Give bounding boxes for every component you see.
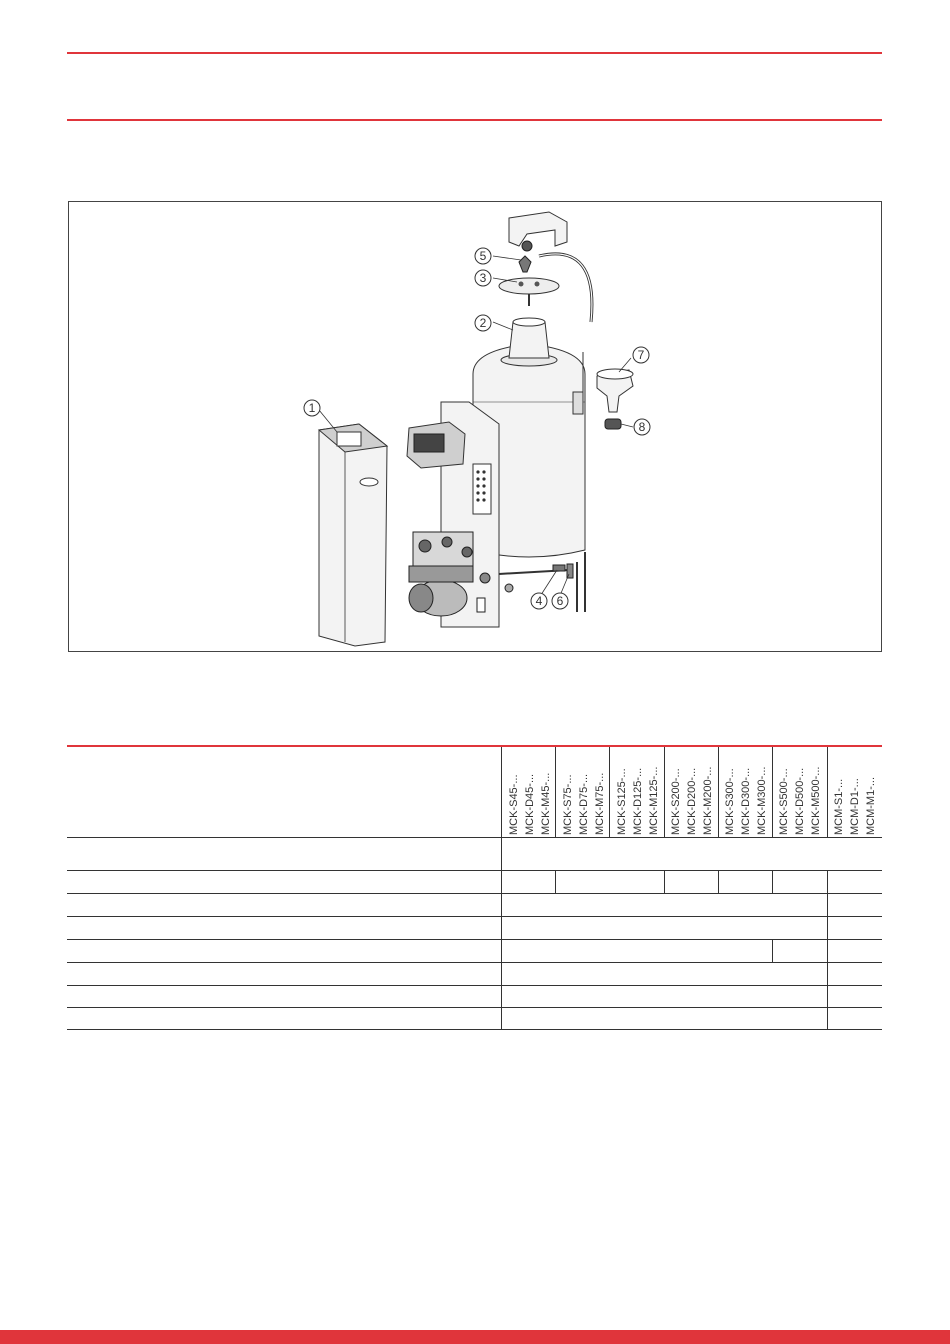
callout-2 xyxy=(475,315,491,331)
callout-4 xyxy=(531,593,547,609)
model-label: MCK-D45-... xyxy=(524,773,536,835)
svg-text:1: 1 xyxy=(308,401,316,415)
table-top-rule xyxy=(67,745,882,747)
svg-text:8: 8 xyxy=(638,420,646,434)
row-line xyxy=(67,916,882,917)
model-label: MCK-D75-... xyxy=(578,773,590,835)
model-label: MCK-M200-... xyxy=(702,766,714,835)
model-label: MCK-S200-... xyxy=(670,768,682,835)
row-line xyxy=(67,870,882,871)
svg-text:7: 7 xyxy=(637,348,645,362)
model-label: MCK-M125-... xyxy=(648,766,660,835)
model-label: MCK-S500-... xyxy=(778,768,790,835)
model-label: MCM-M1-... xyxy=(865,776,877,835)
exploded-view-drawing xyxy=(69,202,883,653)
cell-separator xyxy=(827,870,828,893)
callout-1 xyxy=(304,400,320,416)
model-group-125 xyxy=(611,750,665,835)
label-divider xyxy=(501,837,502,1029)
model-label: MCK-S75-... xyxy=(562,774,574,835)
header-separator xyxy=(555,747,556,837)
footer-bar xyxy=(0,1330,950,1344)
svg-text:3: 3 xyxy=(479,271,487,285)
model-group-500 xyxy=(773,750,827,835)
header-separator xyxy=(609,747,610,837)
svg-text:5: 5 xyxy=(479,249,487,263)
model-table xyxy=(67,745,882,1035)
cell-separator xyxy=(772,939,773,962)
cell-separator xyxy=(664,870,665,893)
callout-3 xyxy=(475,270,491,286)
row-line xyxy=(67,1029,882,1030)
model-group-75 xyxy=(557,750,611,835)
model-group-mcm1 xyxy=(828,750,882,835)
svg-text:2: 2 xyxy=(479,316,487,330)
header-separator xyxy=(718,747,719,837)
model-label: MCK-M300-... xyxy=(756,766,768,835)
row-line xyxy=(67,939,882,940)
model-label: MCK-D200-... xyxy=(686,767,698,835)
flange-plate xyxy=(499,256,559,306)
row-line xyxy=(67,837,882,838)
top-hood xyxy=(509,212,567,251)
row-line xyxy=(67,893,882,894)
svg-text:4: 4 xyxy=(535,594,543,608)
cell-separator xyxy=(827,962,828,1029)
header-separator xyxy=(501,747,502,837)
svg-text:6: 6 xyxy=(556,594,564,608)
model-label: MCK-S125-... xyxy=(616,768,628,835)
header-rule-bottom xyxy=(67,119,882,121)
front-cover-panel xyxy=(319,424,387,646)
model-label: MCK-S300-... xyxy=(724,768,736,835)
cell-separator xyxy=(827,939,828,962)
header-rule-top xyxy=(67,52,882,54)
header-separator xyxy=(827,747,828,837)
cell-separator xyxy=(555,870,556,893)
callout-6 xyxy=(552,593,568,609)
header-separator xyxy=(772,747,773,837)
model-label: MCK-M500-... xyxy=(810,766,822,835)
funnel xyxy=(597,369,633,412)
exploded-view-figure xyxy=(68,201,882,652)
model-label: MCK-D300-... xyxy=(740,767,752,835)
model-group-200 xyxy=(665,750,719,835)
model-label: MCK-M45-... xyxy=(540,772,552,835)
header-separator xyxy=(664,747,665,837)
cell-separator xyxy=(827,893,828,939)
model-label: MCK-D500-... xyxy=(794,767,806,835)
model-group-45 xyxy=(503,750,557,835)
row-line xyxy=(67,1007,882,1008)
cap xyxy=(605,419,621,429)
callout-7 xyxy=(633,347,649,363)
cell-separator xyxy=(718,870,719,893)
callout-5 xyxy=(475,248,491,264)
model-label: MCM-D1-... xyxy=(849,778,861,835)
row-line xyxy=(67,962,882,963)
model-label: MCK-D125-... xyxy=(632,767,644,835)
callout-8 xyxy=(634,419,650,435)
model-label: MCM-S1-... xyxy=(833,778,845,835)
model-group-300 xyxy=(719,750,773,835)
row-line xyxy=(67,985,882,986)
cell-separator xyxy=(772,870,773,893)
model-label: MCK-S45-... xyxy=(508,774,520,835)
model-label: MCK-M75-... xyxy=(594,772,606,835)
